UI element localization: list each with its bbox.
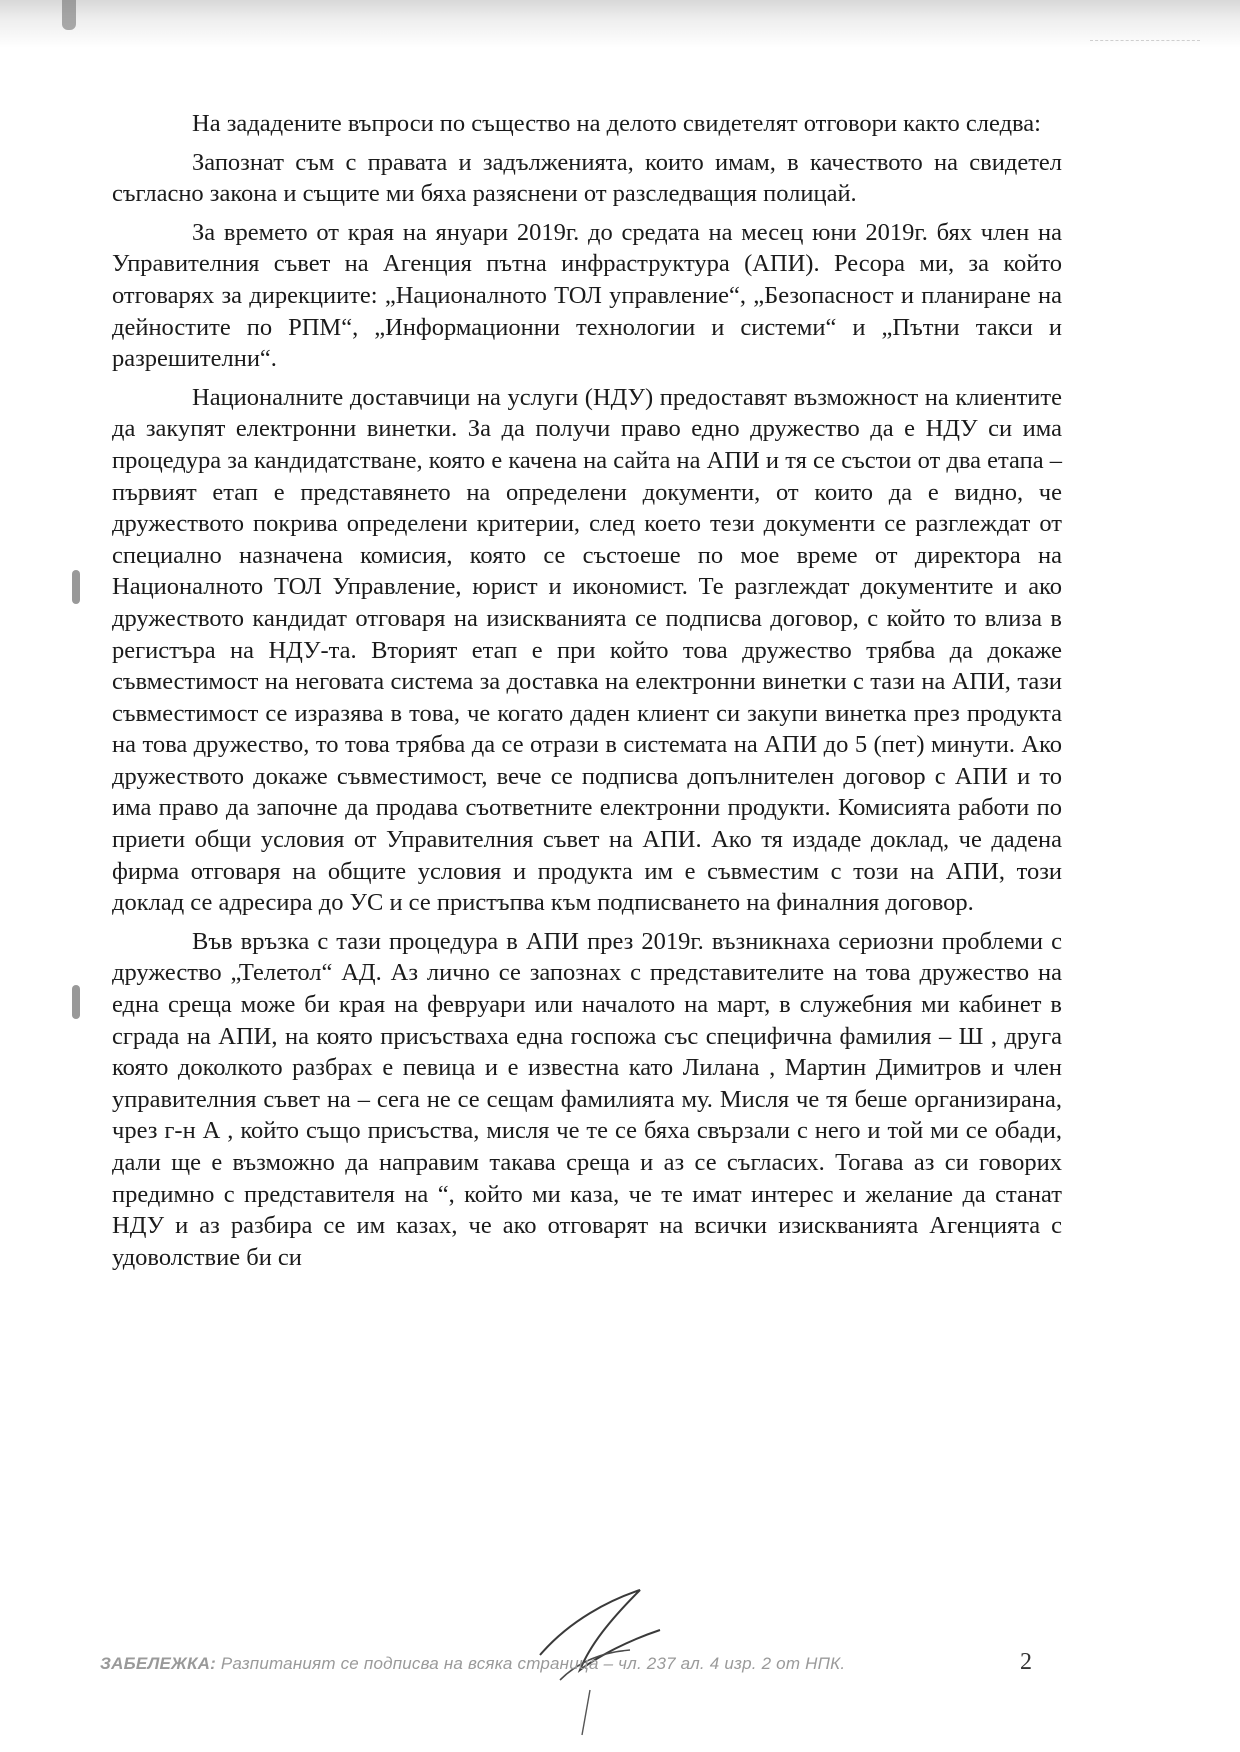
paragraph: На зададените въпроси по същество на делото свидетелят отговори както следва: <box>192 110 1041 137</box>
paragraph: Националните доставчици на услуги (НДУ) предоставят възможност на клиентите да закупят електронни винетки. За да получи право едно дружество да е НДУ си има процедура за кандидатстване, която е качена на сайта на АПИ и тя се състои от два етапа – първият етап е представянето на определени документи, от които да е видно, че дружеството покрива определени критерии, след което тези документи се разглеждат от специално назначена комисия, която се състоеше по мое време от директора на Националното ТОЛ Управление, юрист и икономист. Те разглеждат документите и ако дружеството кандидат отговаря на изискванията се подписва договор, с който то влиза в регистъра на НДУ-та. Вторият етап е при който това дружество трябва да докаже съвместимост на неговата система за доставка на електронни винетки с тази на АПИ, тази съвместимост се изразява в това, че когато даден клиент си закупи винетка през продукта на това дружество, то това трябва да се отрази в системата на АПИ до 5 (пет) минути. Ако дружеството докаже съвместимост, вече се подписва допълнителен договор с АПИ и то има право да започне да продава съответните електронни продукти. Комисията работи по приети общи условия от Управителния съвет на АПИ. Ако тя издаде доклад, че дадена фирма отговаря на общите условия и продукта им е съвместим с този на АПИ, този доклад се адресира до УС и се пристъпва към подписването на финалния договор. <box>112 383 1062 917</box>
footer-text: Разпитаният се подписва на всяка страница – чл. 237 ал. 4 изр. 2 от НПК. <box>215 1654 846 1673</box>
scan-mark <box>62 0 76 30</box>
scan-artifact <box>1090 28 1200 41</box>
paragraph: Във връзка с тази процедура в АПИ през 2019г. възникнаха сериозни проблеми с дружество „Телетол“ АД. Аз лично се запознах с представителите на това дружество на една среща може би края на февруари или началото на март, в служебния ми кабинет в сграда на АПИ, на която присъстваха една госпожа със специфична фамилия – Ш , друга която доколкото разбрах е певица и е известна като Лилана , Мартин Димитров и член управителния съвет на – сега не се сещам фамилията му. Мисля че тя беше организирана, чрез г-н А , който също присъства, мисля че те се бяха свързали с него и той ми се обади, дали ще е възможно да направим такава среща и аз се съгласих. Тогава аз си говорих предимно с представителя на “, който ми каза, че те имат интерес и желание да станат НДУ и аз разбира се им казах, че ако отговарят на всички изискванията Агенцията с удоволствие би си <box>112 927 1062 1271</box>
document-body <box>112 108 1062 1273</box>
paragraph: За времето от края на януари 2019г. до средата на месец юни 2019г. бях член на Управителния съвет на Агенция пътна инфраструктура (АПИ). Ресора ми, за който отговарях за дирекциите: „Националното ТОЛ управление“, „Безопасност и планиране на дейностите по РПМ“, „Информационни технологии и системи“ и „Пътни такси и разрешителни“. <box>112 218 1062 373</box>
paragraph: Запознат съм с правата и задълженията, които имам, в качеството на свидетел съгласно закона и същите ми бяха разяснени от разследващия полицай. <box>112 148 1062 208</box>
footer-note <box>100 1654 1020 1674</box>
binder-hole-mark <box>72 985 80 1019</box>
footer-label: ЗАБЕЛЕЖКА: <box>100 1654 216 1673</box>
handwritten-signature <box>520 1560 680 1740</box>
binder-hole-mark <box>72 570 80 604</box>
scan-edge <box>0 0 1240 48</box>
page-number: 2 <box>1020 1649 1032 1675</box>
